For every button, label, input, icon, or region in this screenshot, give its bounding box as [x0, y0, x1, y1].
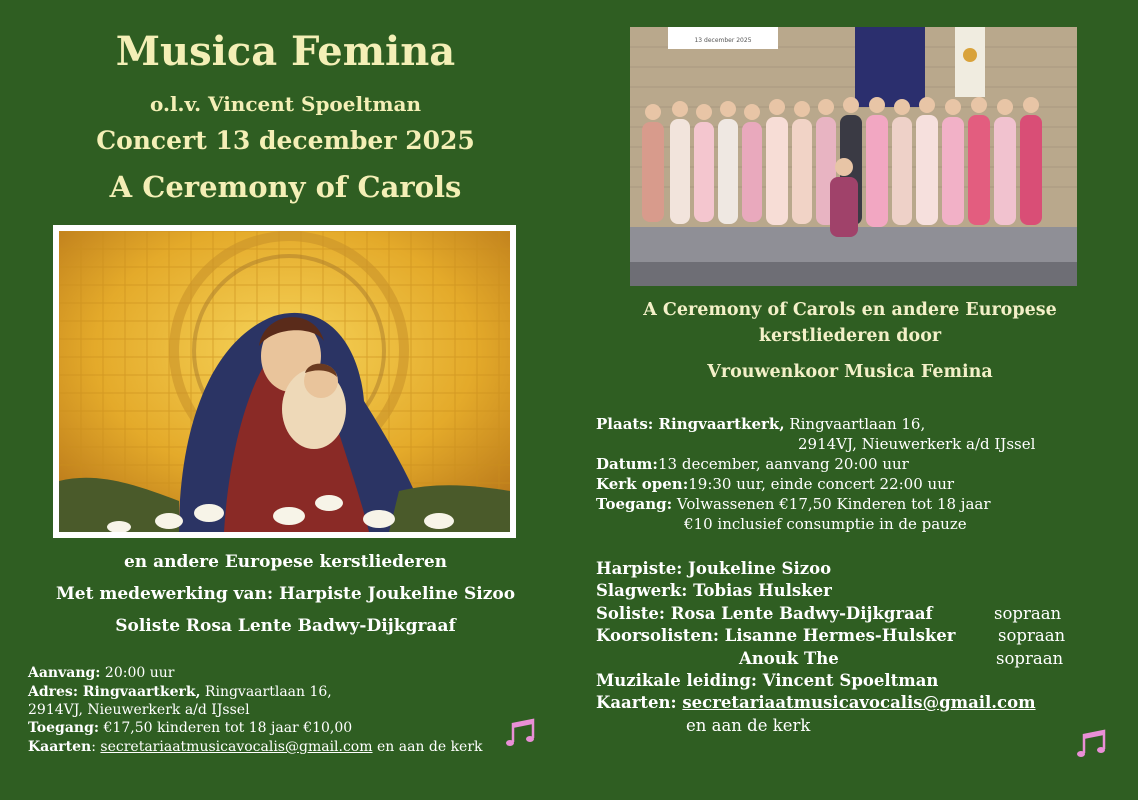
toegang-label-right: Toegang: [596, 495, 673, 513]
right-plaats-line2: 2914VJ, Nieuwerkerk a/d IJssel [798, 435, 1036, 453]
music-notes-icon [1074, 727, 1112, 761]
left-adres-line2: 2914VJ, Nieuwerkerk a/d IJssel [28, 702, 250, 718]
adres-label: Adres: Ringvaartkerk, [28, 684, 201, 700]
kerk-open-label: Kerk open: [596, 475, 689, 493]
aanvang-label: Aanvang: [28, 665, 101, 681]
credit-harpiste: Harpiste: Joukeline Sizoo [596, 559, 832, 578]
adres-value: Ringvaartlaan 16, [204, 684, 332, 700]
credit-koorsolisten: Koorsolisten: Lisanne Hermes-Hulsker [596, 626, 956, 645]
kaarten-label-right: Kaarten: [596, 693, 677, 712]
madonna-mosaic-picture [59, 231, 510, 532]
left-line-carols: en andere Europese kerstliederen [123, 552, 448, 572]
concert-date: Concert 13 december 2025 [96, 126, 475, 155]
right-heading-choir: Vrouwenkoor Musica Femina [707, 362, 993, 382]
right-kerk-open [596, 475, 954, 493]
credit-soliste: Soliste: Rosa Lente Badwy-Dijkgraaf [596, 604, 933, 623]
plaats-value: Ringvaartlaan 16, [789, 415, 926, 433]
kerk-open-value: 19:30 uur, einde concert 22:00 uur [688, 475, 955, 493]
credit-koorsolist-2: Anouk The [739, 649, 839, 668]
aanvang-value: 20:00 uur [104, 665, 175, 681]
credit-leiding: Muzikale leiding: Vincent Spoeltman [596, 671, 939, 690]
right-plaats [596, 415, 925, 433]
left-kaarten [28, 739, 483, 755]
kaarten-colon: : [91, 739, 96, 755]
right-toegang [596, 495, 991, 513]
kaarten-email-link[interactable]: secretariaatmusicavocalis@gmail.com [100, 739, 373, 755]
left-adres [28, 684, 332, 700]
madonna-image [53, 225, 516, 538]
right-heading-2: kerstliederen door [758, 326, 942, 346]
conductor-line: o.l.v. Vincent Spoeltman [150, 92, 421, 116]
toegang-label: Toegang: [28, 720, 100, 736]
datum-value: 13 december, aanvang 20:00 uur [657, 455, 909, 473]
poster-title: Musica Femina [115, 28, 456, 75]
choir-photo [630, 27, 1077, 286]
left-line-harpist: Met medewerking van: Harpiste Joukeline Sizoo [55, 584, 516, 604]
music-notes-icon [503, 716, 541, 750]
toegang-value-right: Volwassenen €17,50 Kinderen tot 18 jaar [676, 495, 991, 513]
left-toegang [28, 720, 352, 736]
kaarten-suffix: en aan de kerk [376, 739, 483, 755]
datum-label: Datum: [596, 455, 658, 473]
left-aanvang [28, 665, 174, 681]
plaats-label: Plaats: Ringvaartkerk, [596, 415, 785, 433]
left-line-soloist: Soliste Rosa Lente Badwy-Dijkgraaf [115, 616, 456, 636]
screen-text: 13 december 2025 [694, 37, 752, 44]
soliste-voice: sopraan [994, 604, 1062, 623]
koorsolist-2-voice: sopraan [996, 649, 1064, 668]
kaarten-line2-right: en aan de kerk [686, 716, 811, 735]
right-datum [596, 455, 909, 473]
toegang-value: €17,50 kinderen tot 18 jaar €10,00 [103, 720, 353, 736]
right-heading-1: A Ceremony of Carols en andere Europese [643, 300, 1057, 320]
kaarten-email-link-right[interactable]: secretariaatmusicavocalis@gmail.com [682, 693, 1036, 712]
credit-slagwerk: Slagwerk: Tobias Hulsker [596, 581, 832, 600]
koorsolisten-voice: sopraan [998, 626, 1066, 645]
concert-subtitle: A Ceremony of Carols [109, 170, 462, 204]
kaarten-label: Kaarten [28, 739, 92, 755]
right-kaarten [596, 693, 1036, 712]
right-toegang-line2: €10 inclusief consumptie in de pauze [684, 515, 967, 533]
